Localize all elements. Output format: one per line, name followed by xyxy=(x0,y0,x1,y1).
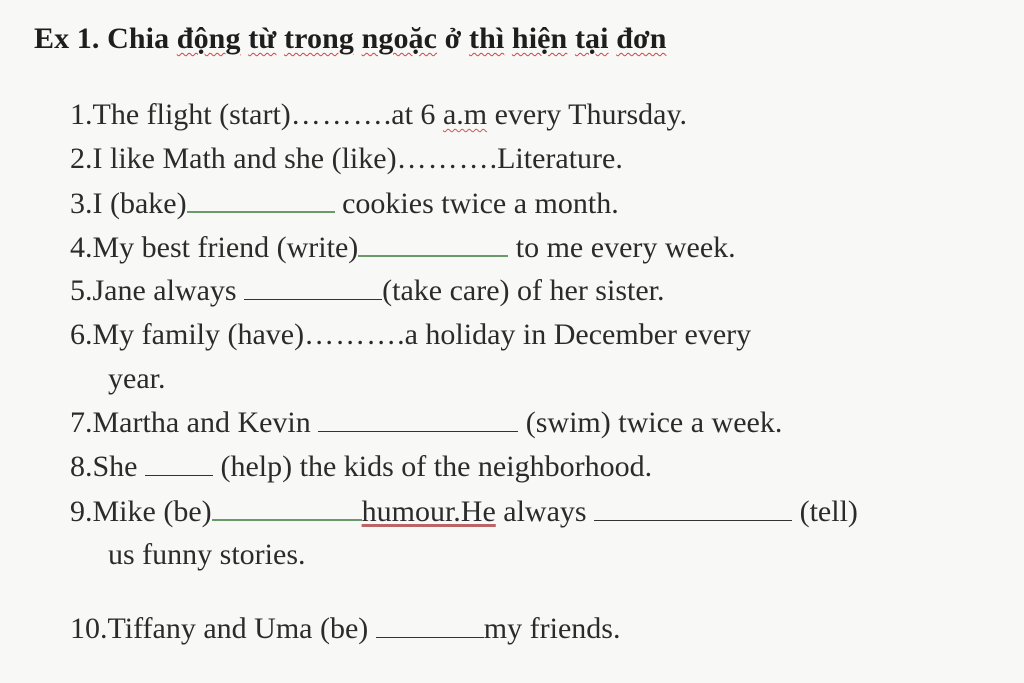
exercise-item-7 xyxy=(70,405,782,441)
item-text: My best friend (write) xyxy=(92,231,359,264)
item-text: Jane always xyxy=(92,274,245,307)
answer-blank[interactable] xyxy=(318,405,518,432)
item-text: (take care) of her sister. xyxy=(382,274,665,307)
item-text: The flight (start) xyxy=(92,98,291,131)
item-text-humour: humour.He xyxy=(361,495,496,528)
answer-blank[interactable] xyxy=(212,493,362,521)
exercise-item-8 xyxy=(70,449,652,485)
item-text: My family (have) xyxy=(92,318,305,351)
item-number: 5. xyxy=(70,274,93,307)
exercise-item-6 xyxy=(70,317,751,353)
item-text: always xyxy=(495,495,595,528)
exercise-item-9 xyxy=(70,493,858,530)
title-word-hien: hiện xyxy=(511,22,568,55)
item-text: every Thursday. xyxy=(487,98,688,131)
item-number: 8. xyxy=(70,450,93,483)
title-word-don: đơn xyxy=(616,22,667,55)
answer-blank[interactable] xyxy=(358,229,508,257)
title-word-tu: từ xyxy=(248,22,277,55)
answer-blank[interactable] xyxy=(145,449,213,476)
exercise-item-9-continuation xyxy=(108,537,306,573)
item-text: us funny stories. xyxy=(108,538,306,571)
answer-dots[interactable]: ……… xyxy=(290,98,384,131)
answer-blank[interactable] xyxy=(187,185,335,213)
exercise-item-6-continuation xyxy=(108,361,165,397)
item-text: Martha and Kevin xyxy=(92,406,319,439)
item-text: .at 6 xyxy=(383,98,443,131)
title-prefix: Ex 1. Chia xyxy=(34,22,177,55)
exercise-item-10 xyxy=(70,611,620,647)
item-text: I (bake) xyxy=(92,187,187,220)
item-number: 3. xyxy=(70,187,93,220)
item-number: 7. xyxy=(70,406,93,439)
title-word-dong: động xyxy=(176,22,241,55)
exercise-item-3 xyxy=(70,185,619,222)
title-space xyxy=(437,22,445,55)
item-text: my friends. xyxy=(483,612,621,645)
item-text: Tiffany and Uma (be) xyxy=(107,612,376,645)
answer-dots[interactable]: ……… xyxy=(304,318,398,351)
title-space xyxy=(354,22,362,55)
item-text: .Literature. xyxy=(489,142,623,175)
item-text: She xyxy=(92,450,145,483)
exercise-item-2 xyxy=(70,141,623,177)
item-number: 9. xyxy=(70,495,93,528)
title-word-o: ở xyxy=(444,22,462,55)
title-space xyxy=(461,22,469,55)
item-text: (help) the kids of the neighborhood. xyxy=(213,450,653,483)
item-text-am: a.m xyxy=(442,98,488,131)
answer-blank[interactable] xyxy=(244,273,382,300)
item-text: .a holiday in December every xyxy=(397,318,752,351)
item-text: (swim) twice a week. xyxy=(518,406,783,439)
item-text: (tell) xyxy=(792,495,858,528)
item-number: 10. xyxy=(70,612,108,645)
exercise-item-4 xyxy=(70,229,736,266)
item-text: Mike (be) xyxy=(92,495,212,528)
item-number: 4. xyxy=(70,231,93,264)
title-word-ngoac: ngoặc xyxy=(361,22,438,55)
exercise-item-5 xyxy=(70,273,664,309)
title-word-tai: tại xyxy=(574,22,609,55)
title-word-trong: trong xyxy=(284,22,354,55)
answer-dots[interactable]: ……… xyxy=(396,142,490,175)
item-number: 6. xyxy=(70,318,93,351)
title-space xyxy=(567,22,575,55)
item-text: to me every week. xyxy=(508,231,736,264)
exercise-item-1 xyxy=(70,97,687,133)
answer-blank[interactable] xyxy=(594,494,792,521)
title-space xyxy=(504,22,512,55)
answer-blank[interactable] xyxy=(376,611,484,638)
exercise-title xyxy=(34,22,666,56)
title-word-thi: thì xyxy=(469,22,505,55)
title-space xyxy=(276,22,284,55)
item-number: 2. xyxy=(70,142,93,175)
item-number: 1. xyxy=(70,98,93,131)
item-text: I like Math and she (like) xyxy=(92,142,397,175)
item-text: cookies twice a month. xyxy=(334,187,619,220)
item-text: year. xyxy=(108,362,166,395)
